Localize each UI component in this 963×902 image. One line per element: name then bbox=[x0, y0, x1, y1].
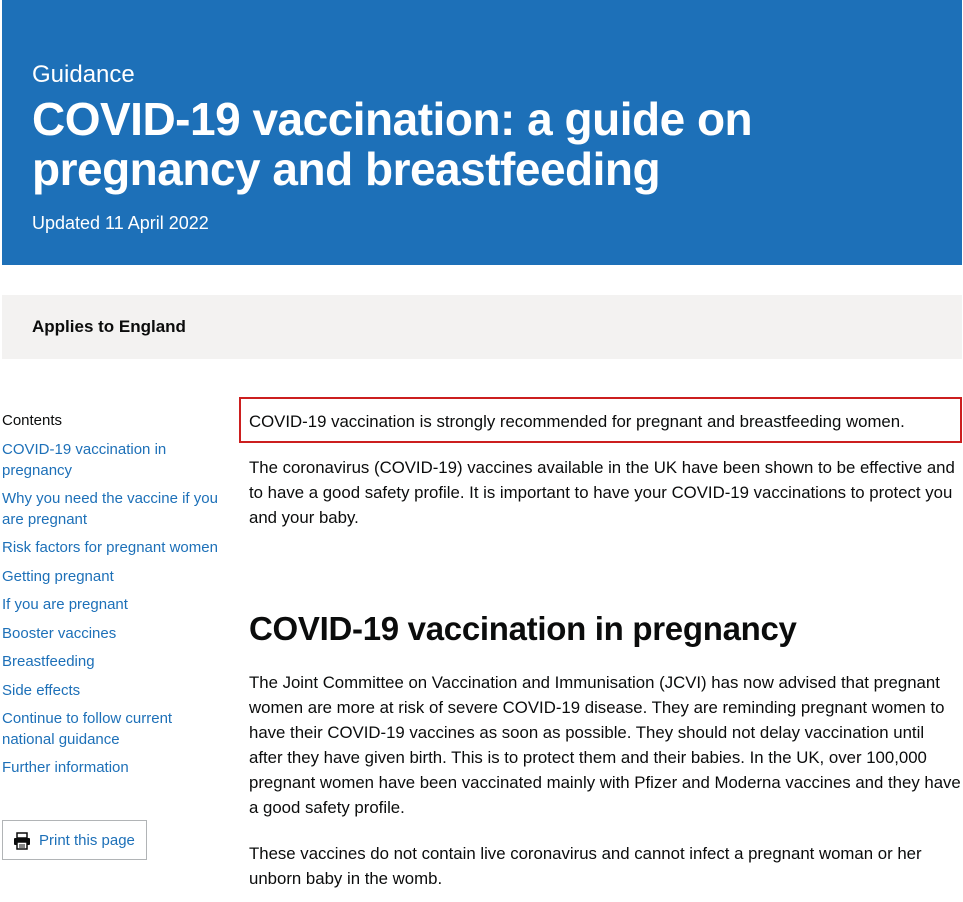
contents-item bbox=[2, 681, 227, 702]
intro-paragraph: The coronavirus (COVID-19) vaccines available in the UK have been shown to be effective and to have a good safety profile. It is important to have your COVID-19 vaccinations to protect you and your baby. bbox=[249, 458, 955, 527]
contents-item bbox=[2, 595, 227, 616]
print-page-button[interactable] bbox=[2, 820, 147, 860]
contents-link-national-guidance[interactable]: Continue to follow current national guidance bbox=[2, 710, 173, 748]
updated-date: Updated 11 April 2022 bbox=[32, 213, 209, 233]
contents-item bbox=[2, 624, 227, 645]
section-paragraph: These vaccines do not contain live coronavirus and cannot infect a pregnant woman or her unborn baby in the womb. bbox=[249, 844, 922, 888]
contents-link-further-information[interactable]: Further information bbox=[2, 759, 129, 776]
contents-item bbox=[2, 652, 227, 673]
page-title: COVID-19 vaccination: a guide on pregnancy and breastfeeding bbox=[32, 93, 753, 195]
contents-item bbox=[2, 567, 227, 588]
contents-link-if-you-are-pregnant[interactable]: If you are pregnant bbox=[2, 596, 128, 613]
applies-to-label: Applies to England bbox=[32, 317, 186, 336]
contents-link-risk-factors[interactable]: Risk factors for pregnant women bbox=[2, 539, 218, 556]
page-header bbox=[2, 0, 962, 265]
section-paragraph: The Joint Committee on Vaccination and Immunisation (JCVI) has now advised that pregnant women are more at risk of severe COVID-19 disease. They are reminding pregnant women to have their COVID-19 vaccines as soon as possible. They should not delay vaccination until after they have given birth. This is to protect them and their babies. In the UK, over 100,000 pregnant women have been vaccinated mainly with Pfizer and Moderna vaccines and they have a good safety profile. bbox=[249, 673, 961, 817]
contents-link-why-you-need-the-vaccine[interactable]: Why you need the vaccine if you are pregnant bbox=[2, 490, 218, 528]
contents-link-side-effects[interactable]: Side effects bbox=[2, 681, 81, 699]
contents-item bbox=[2, 538, 227, 559]
lead-paragraph: COVID-19 vaccination is strongly recommended for pregnant and breastfeeding women. bbox=[249, 412, 905, 431]
contents-nav bbox=[2, 411, 227, 787]
contents-link-breastfeeding[interactable]: Breastfeeding bbox=[2, 653, 95, 670]
contents-item bbox=[2, 758, 227, 779]
contents-list bbox=[2, 440, 227, 779]
contents-item bbox=[2, 489, 227, 530]
contents-item bbox=[2, 440, 227, 481]
contents-link-covid-vaccination-in-pregnancy[interactable]: COVID-19 vaccination in pregnancy bbox=[2, 441, 167, 479]
contents-link-getting-pregnant[interactable]: Getting pregnant bbox=[2, 567, 114, 585]
applies-to-banner bbox=[2, 295, 962, 359]
contents-item bbox=[2, 709, 227, 750]
section-heading: COVID-19 vaccination in pregnancy bbox=[249, 610, 797, 647]
document-type-label: Guidance bbox=[32, 61, 135, 88]
print-page-label: Print this page bbox=[39, 832, 135, 849]
contents-link-booster-vaccines[interactable]: Booster vaccines bbox=[2, 624, 117, 642]
printer-icon bbox=[13, 832, 31, 850]
contents-heading: Contents bbox=[2, 412, 63, 429]
